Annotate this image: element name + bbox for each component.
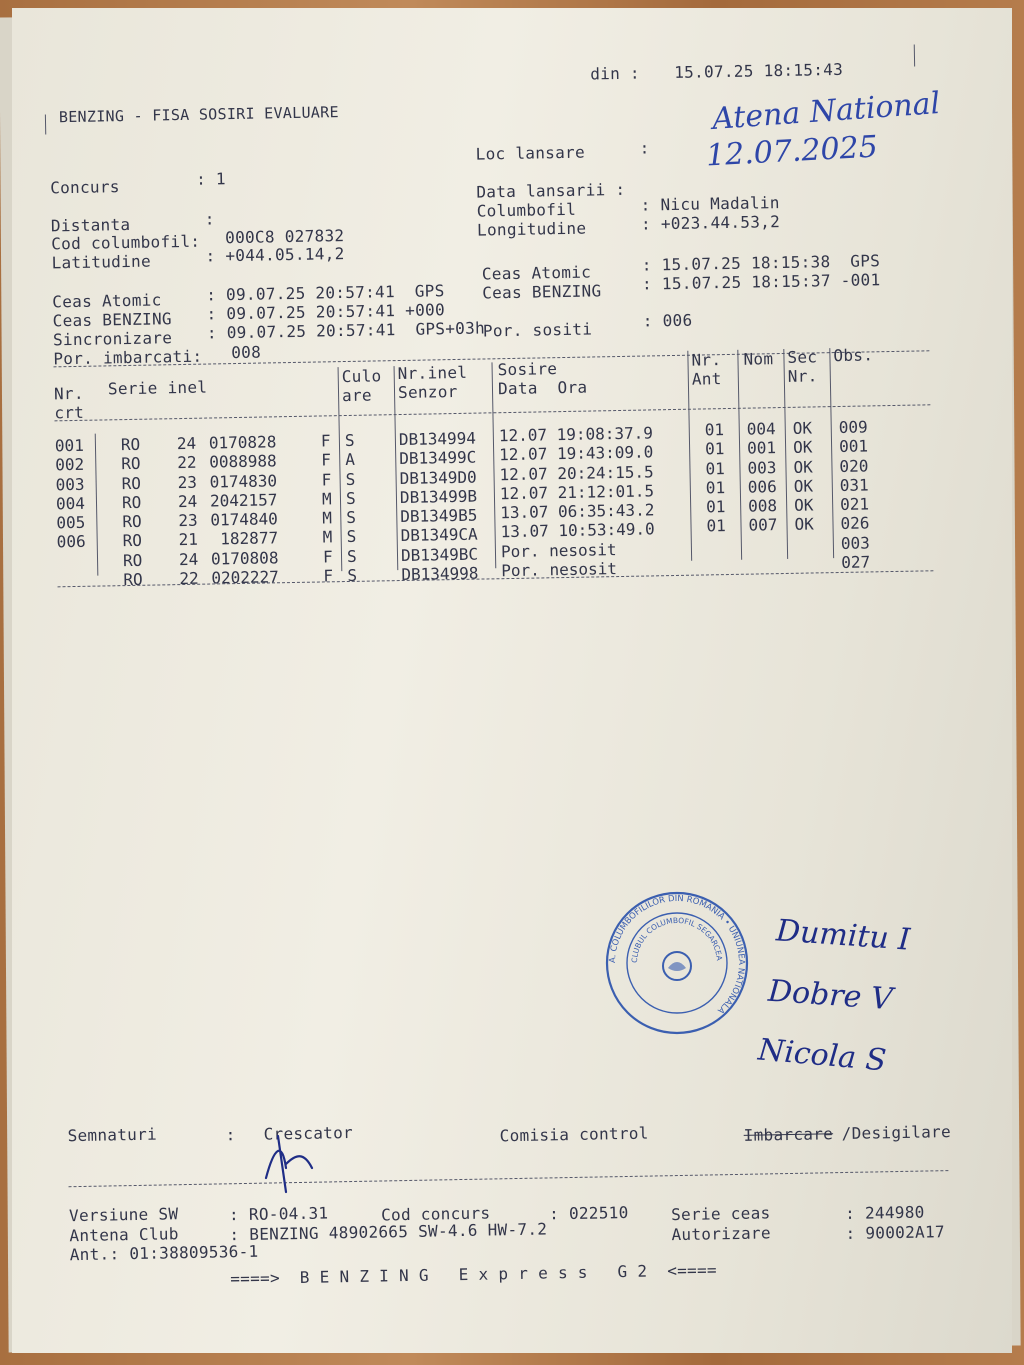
svg-text:CLUBUL COLUMBOFIL SEGARCEA (630, 916, 724, 963)
col-sec (793, 418, 815, 573)
ceas-benzing2-label: Ceas BENZING (482, 281, 602, 303)
distanta-colon: : (204, 209, 215, 229)
col-an (177, 434, 199, 589)
document-title: BENZING - FISA SOSIRI EVALUARE (58, 103, 339, 127)
cell-an: 24 (177, 491, 198, 511)
cell-inel: 0170828 (208, 432, 277, 453)
signature-comisia-1: Dumitu I (774, 913, 912, 958)
cell-ant (707, 536, 727, 556)
sincronizare-value: : 09.07.25 20:57:41 GPS+03h (206, 318, 486, 343)
cell-tara: RO (122, 511, 142, 532)
footer-top-rule (69, 1170, 949, 1187)
din-value: 15.07.25 18:15:43 (674, 59, 844, 82)
cell-ant: 01 (704, 420, 725, 440)
header-tick (914, 45, 915, 67)
cell-obs: 003 (840, 533, 870, 553)
stamp-inner-text: CLUBUL COLUMBOFIL SEGARCEA (629, 915, 724, 964)
cell-sosire: 13.07 10:53:49.0 (500, 519, 655, 542)
cell-nom (749, 554, 778, 574)
cell-inel: 182877 (210, 528, 279, 549)
versiune-label: Versiune SW (68, 1204, 179, 1226)
cell-obs: 021 (839, 494, 870, 515)
printed-content (12, 8, 1012, 1353)
cell-culoare: A (345, 450, 356, 470)
cod-columbofil-value: 000C8 027832 (224, 226, 345, 248)
cell-sex: F (322, 547, 333, 567)
club-stamp-seal (602, 888, 752, 1038)
cell-sex: F (321, 450, 332, 470)
signature-comisia-3: Nicola S (756, 1032, 888, 1079)
cell-obs: 001 (838, 436, 869, 457)
cell-culoare: S (345, 469, 356, 489)
col-sosire (499, 423, 656, 580)
cell-sosire: 13.07 06:35:43.2 (500, 500, 655, 523)
header-crt: crt (54, 402, 85, 423)
col-obs (839, 417, 871, 572)
cell-culoare: S (345, 488, 356, 508)
cell-obs: 026 (840, 513, 870, 534)
cell-culoare: S (344, 430, 355, 451)
cell-nr: 004 (55, 493, 86, 514)
longitudine-value: : +023.44.53,2 (640, 212, 781, 234)
autorizare-label: Autorizare (671, 1223, 771, 1245)
cell-ant: 01 (706, 497, 726, 517)
cell-culoare: S (346, 546, 357, 566)
cell-obs: 031 (839, 475, 869, 495)
cell-senzor: DB1349D0 (399, 467, 477, 488)
ceas-benzing-label: Ceas BENZING (52, 309, 173, 331)
distanta-label: Distanta (50, 214, 131, 236)
cell-nr: 002 (55, 455, 85, 475)
header-sosire: Sosire (497, 359, 558, 380)
cell-senzor: DB13499C (399, 447, 477, 469)
din-label: din : (590, 63, 641, 84)
loc-lansare-colon: : (639, 138, 650, 158)
col-sep-sec (829, 348, 834, 558)
header-are: are (341, 385, 373, 406)
col-inel (209, 432, 279, 588)
evaluation-sheet (12, 8, 1012, 1353)
cell-sosire: 12.07 21:12:01.5 (499, 481, 655, 504)
cell-nr: 003 (55, 474, 85, 494)
por-imbarcati-label: Por. imbarcati: (53, 346, 203, 369)
col-nr (55, 436, 87, 591)
header-nom: Nom (743, 349, 774, 369)
header-culo: Culo (341, 366, 382, 387)
cell-sosire: 12.07 20:24:15.5 (499, 461, 654, 484)
cell-sec (795, 554, 815, 574)
col-sep-ant (737, 350, 742, 560)
cell-sec: OK (794, 514, 814, 535)
cell-tara: RO (121, 492, 142, 513)
serie-ceas-value: : 244980 (844, 1202, 925, 1223)
header-sec-1: Sec (787, 347, 818, 367)
cell-nom: 003 (747, 457, 777, 478)
col-ant (705, 420, 727, 575)
cell-inel: 0174830 (209, 470, 278, 492)
cell-nr: 005 (56, 512, 86, 533)
longitudine-label: Longitudine (476, 218, 587, 240)
header-nr: Nr. (53, 383, 84, 404)
header-nrinel: Nr.inel (397, 362, 468, 384)
cell-tara: RO (121, 473, 142, 493)
col-culoare (345, 431, 357, 586)
cell-nr (57, 571, 86, 591)
semnaturi-label: Semnaturi (67, 1124, 158, 1146)
ceas-atomic2-label: Ceas Atomic (481, 262, 592, 284)
ceas-benzing-value: : 09.07.25 20:57:41 +000 (206, 300, 446, 324)
antena-value: : BENZING 48902665 SW-4.6 HW-7.2 (229, 1219, 548, 1245)
imbarcare-struck-label: Imbarcare (743, 1124, 834, 1145)
ceas-atomic-label: Ceas Atomic (52, 290, 162, 312)
ceas-atomic-value: : 09.07.25 20:57:41 GPS (206, 281, 445, 305)
header-senzor: Senzor (397, 381, 458, 403)
columbofil-value: : Nicu Madalin (640, 193, 780, 215)
header-obs: Obs. (833, 345, 874, 366)
header-sec-2: Nr. (787, 366, 818, 386)
header-data-ora: Data Ora (497, 377, 588, 399)
cell-sec (795, 534, 815, 554)
cell-ant (707, 555, 727, 575)
cell-sec: OK (792, 418, 813, 438)
por-imbarcati-value: 008 (231, 342, 262, 363)
handwritten-loc-lansare: Atena National (711, 86, 942, 137)
signature-crescator (252, 1128, 342, 1198)
col-sep-nr (95, 434, 99, 576)
cell-an: 22 (177, 453, 197, 473)
cell-senzor: DB134998 (401, 563, 479, 585)
cell-culoare: S (347, 565, 358, 586)
title-tick (45, 114, 46, 134)
col-sep-senzor (491, 362, 496, 568)
cell-ant: 01 (704, 439, 725, 459)
por-sositi-value: : 006 (642, 310, 693, 331)
cell-sosire: Por. nesosit (501, 559, 618, 581)
header-nr-ant-2: Ant (691, 369, 722, 389)
cell-inel: 0088988 (209, 451, 277, 472)
cell-sec: OK (793, 457, 813, 477)
loc-lansare-label: Loc lansare (475, 142, 586, 164)
data-lansarii-label: Data lansarii : (476, 179, 626, 202)
cell-tara: RO (120, 434, 141, 455)
cod-columbofil-label: Cod columbofil: (51, 231, 201, 254)
serie-ceas-label: Serie ceas (670, 1203, 771, 1225)
cell-ant: 01 (706, 516, 726, 536)
cell-inel: 2042157 (209, 490, 278, 511)
header-nr-ant-1: Nr. (691, 350, 722, 370)
cell-obs: 009 (838, 417, 868, 437)
antena-label: Antena Club (69, 1224, 179, 1246)
cell-senzor: DB1349CA (400, 525, 478, 546)
concurs-value: : 1 (195, 169, 227, 189)
cell-an: 24 (178, 549, 199, 569)
cell-ant: 01 (705, 477, 726, 498)
latitudine-label: Latitudine (51, 251, 152, 273)
col-tara (121, 435, 143, 590)
cell-an: 24 (176, 433, 197, 454)
cell-sec: OK (793, 495, 814, 515)
cell-sec: OK (792, 437, 813, 458)
cell-nr (57, 552, 86, 572)
cell-culoare: S (346, 508, 357, 528)
cell-sex: M (322, 527, 333, 547)
cell-an: 23 (178, 510, 198, 531)
por-sositi-label: Por. sositi (482, 319, 593, 341)
cell-sex: F (321, 469, 332, 490)
cell-senzor: DB1349BC (400, 544, 479, 565)
cell-sex: F (320, 431, 331, 451)
concurs-label: Concurs (50, 177, 120, 198)
latitudine-value: : +044.05.14,2 (205, 244, 345, 266)
handwritten-data-lansarii: 12.07.2025 (705, 129, 879, 174)
cell-tara: RO (122, 550, 143, 570)
cell-nom: 007 (748, 515, 778, 536)
cell-tara: RO (123, 569, 143, 590)
stamp-outer-text: A. COLUMBOFILILOR DIN ROMANIA • UNIUNEA NATIONALA (607, 893, 747, 1016)
cell-nom: 008 (748, 496, 778, 516)
cell-an: 21 (178, 530, 199, 550)
cell-nom: 001 (746, 438, 777, 458)
desigilare-label: /Desigilare (841, 1122, 952, 1144)
cell-culoare: S (346, 527, 357, 547)
semnaturi-colon: : (225, 1125, 236, 1145)
cell-an: 23 (177, 472, 198, 492)
cell-nom: 006 (747, 477, 777, 497)
brand-line: ====> B E N Z I N G E x p r e s s G 2 <==== (230, 1260, 718, 1289)
autorizare-value: : 90002A17 (845, 1222, 946, 1243)
sincronizare-label: Sincronizare (52, 328, 173, 350)
cell-nr: 006 (56, 532, 86, 552)
cell-inel: 0202227 (211, 567, 280, 588)
versiune-value: : RO-04.31 (228, 1203, 329, 1225)
cell-sec: OK (793, 476, 814, 496)
comisia-control-label: Comisia control (499, 1123, 649, 1146)
cod-concurs-label: Cod concurs (380, 1203, 491, 1225)
cell-inel: 0170808 (210, 548, 279, 569)
cell-obs: 020 (839, 456, 869, 476)
col-senzor (399, 429, 479, 585)
cell-inel: 0174840 (210, 509, 278, 530)
cell-ant: 01 (705, 458, 725, 479)
cell-tara: RO (122, 531, 143, 551)
cell-sex: M (322, 508, 333, 528)
cell-senzor: DB13499B (399, 486, 478, 507)
cell-nom: 004 (746, 419, 776, 439)
cell-sex: M (321, 489, 332, 509)
signature-comisia-2: Dobre V (766, 973, 894, 1018)
cell-sosire: 12.07 19:08:37.9 (498, 423, 654, 446)
cell-an: 22 (179, 568, 199, 589)
ceas-benzing2-value: : 15.07.25 18:15:37 -001 (641, 270, 881, 294)
ant-line: Ant.: 01:38809536-1 (69, 1241, 259, 1265)
cell-sosire: Por. nesosit (500, 539, 617, 561)
cell-sex: F (323, 566, 334, 586)
cod-concurs-value: : 022510 (548, 1202, 629, 1224)
col-nom (747, 419, 779, 574)
header-serie: Serie inel (107, 377, 208, 399)
cell-sosire: 12.07 19:43:09.0 (499, 442, 654, 465)
cell-tara: RO (121, 454, 141, 474)
cell-nr: 001 (54, 435, 85, 456)
columbofil-label: Columbofil (476, 199, 577, 221)
crescator-label: Crescator (263, 1123, 354, 1144)
cell-senzor: DB1349B5 (400, 505, 478, 527)
cell-obs: 027 (841, 552, 871, 573)
col-sex (321, 431, 333, 586)
cell-senzor: DB134994 (398, 428, 477, 450)
cell-nom (749, 535, 778, 555)
ceas-atomic2-value: : 15.07.25 18:15:38 GPS (641, 251, 881, 275)
